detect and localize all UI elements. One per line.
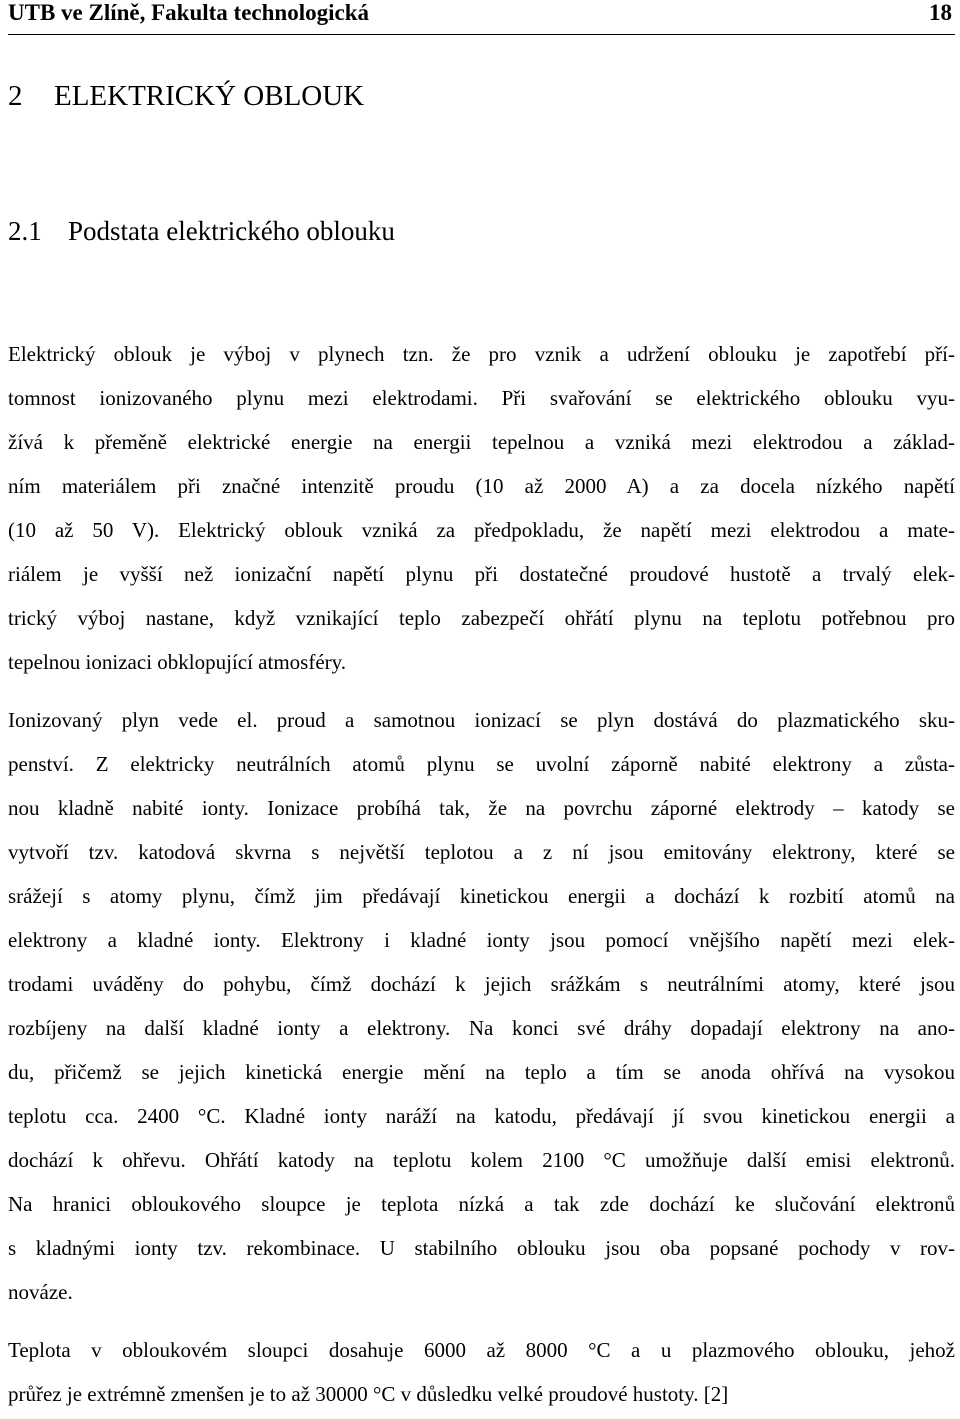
header-institution: UTB ve Zlíně, Fakulta technologická (8, 0, 369, 25)
paragraph-1-line-7: trický výboj nastane, když vznikající teplo zabezpečí ohřátí plynu na teplotu potřebnou pro (8, 606, 955, 630)
paragraph-2-line-1: Ionizovaný plyn vede el. proud a samotnou ionizací se plyn dostává do plazmatického sku- (8, 708, 955, 732)
paragraph-2-line-14: nováze. (8, 1280, 73, 1304)
paragraph-2-line-12: Na hranici obloukového sloupce je teplota nízká a tak zde dochází ke slučování elektronů (8, 1192, 955, 1216)
paragraph-2-line-4: vytvoří tzv. katodová skvrna s největší teplotou a z ní jsou emitovány elektrony, které se (8, 840, 955, 864)
paragraph-2-line-7: trodami uváděny do pohybu, čímž dochází k jejich srážkám s neutrálními atomy, které jsou (8, 972, 955, 996)
chapter-heading (8, 80, 364, 113)
paragraph-1-line-1: Elektrický oblouk je výboj v plynech tzn. že pro vznik a udržení oblouku je zapotřebí pří- (8, 342, 955, 366)
paragraph-2-line-2: penství. Z elektricky neutrálních atomů plynu se uvolní záporně nabité elektrony a zůsta- (8, 752, 955, 776)
section-number: 2.1 (8, 216, 42, 246)
paragraph-1-line-6: riálem je vyšší než ionizační napětí plynu při dostatečné proudové hustotě a trvalý elek- (8, 562, 955, 586)
paragraph-1-line-8: tepelnou ionizaci obklopující atmosféry. (8, 650, 347, 674)
paragraph-1-line-5: (10 až 50 V). Elektrický oblouk vzniká za předpokladu, že napětí mezi elektrodou a mate- (8, 518, 955, 542)
paragraph-2-line-5: srážejí s atomy plynu, čímž jim předávají kinetickou energii a dochází k rozbití atomů na (8, 884, 955, 908)
paragraph-2-line-11: dochází k ohřevu. Ohřátí katody na teplotu kolem 2100 °C umožňuje další emisi elektronů. (8, 1148, 955, 1172)
paragraph-3-line-1: Teplota v obloukovém sloupci dosahuje 6000 až 8000 °C a u plazmového oblouku, jehož (8, 1338, 955, 1362)
paragraph-2-line-9: du, přičemž se jejich kinetická energie mění na teplo a tím se anoda ohřívá na vysokou (8, 1060, 955, 1084)
section-heading (8, 216, 395, 247)
paragraph-3-line-2: průřez je extrémně zmenšen je to až 30000 °C v důsledku velké proudové hustoty. [2] (8, 1382, 729, 1406)
paragraph-2-line-8: rozbíjeny na další kladné ionty a elektrony. Na konci své dráhy dopadají elektrony na ano- (8, 1016, 955, 1040)
paragraph-2-line-6: elektrony a kladné ionty. Elektrony i kladné ionty jsou pomocí vnějšího napětí mezi elek- (8, 928, 955, 952)
paragraph-1-line-4: ním materiálem při značné intenzitě proudu (10 až 2000 A) a za docela nízkého napětí (8, 474, 955, 498)
chapter-number: 2 (8, 80, 23, 112)
paragraph-1-line-2: tomnost ionizovaného plynu mezi elektrodami. Při svařování se elektrického oblouku vyu- (8, 386, 955, 410)
header-page-number: 18 (929, 0, 952, 25)
paragraph-1-line-3: žívá k přeměně elektrické energie na energii tepelnou a vzniká mezi elektrodou a základ- (8, 430, 955, 454)
document-page (8, 0, 955, 1406)
paragraph-2-line-10: teplotu cca. 2400 °C. Kladné ionty naráží na katodu, předávají jí svou kinetickou energii a (8, 1104, 955, 1128)
chapter-title: ELEKTRICKÝ OBLOUK (54, 80, 365, 112)
page-header (8, 0, 955, 35)
paragraph-2-line-3: nou kladně nabité ionty. Ionizace probíhá tak, že na povrchu záporné elektrody – katody se (8, 796, 955, 820)
section-title: Podstata elektrického oblouku (68, 216, 395, 246)
paragraph-2-line-13: s kladnými ionty tzv. rekombinace. U stabilního oblouku jsou oba popsané pochody v rov- (8, 1236, 955, 1260)
